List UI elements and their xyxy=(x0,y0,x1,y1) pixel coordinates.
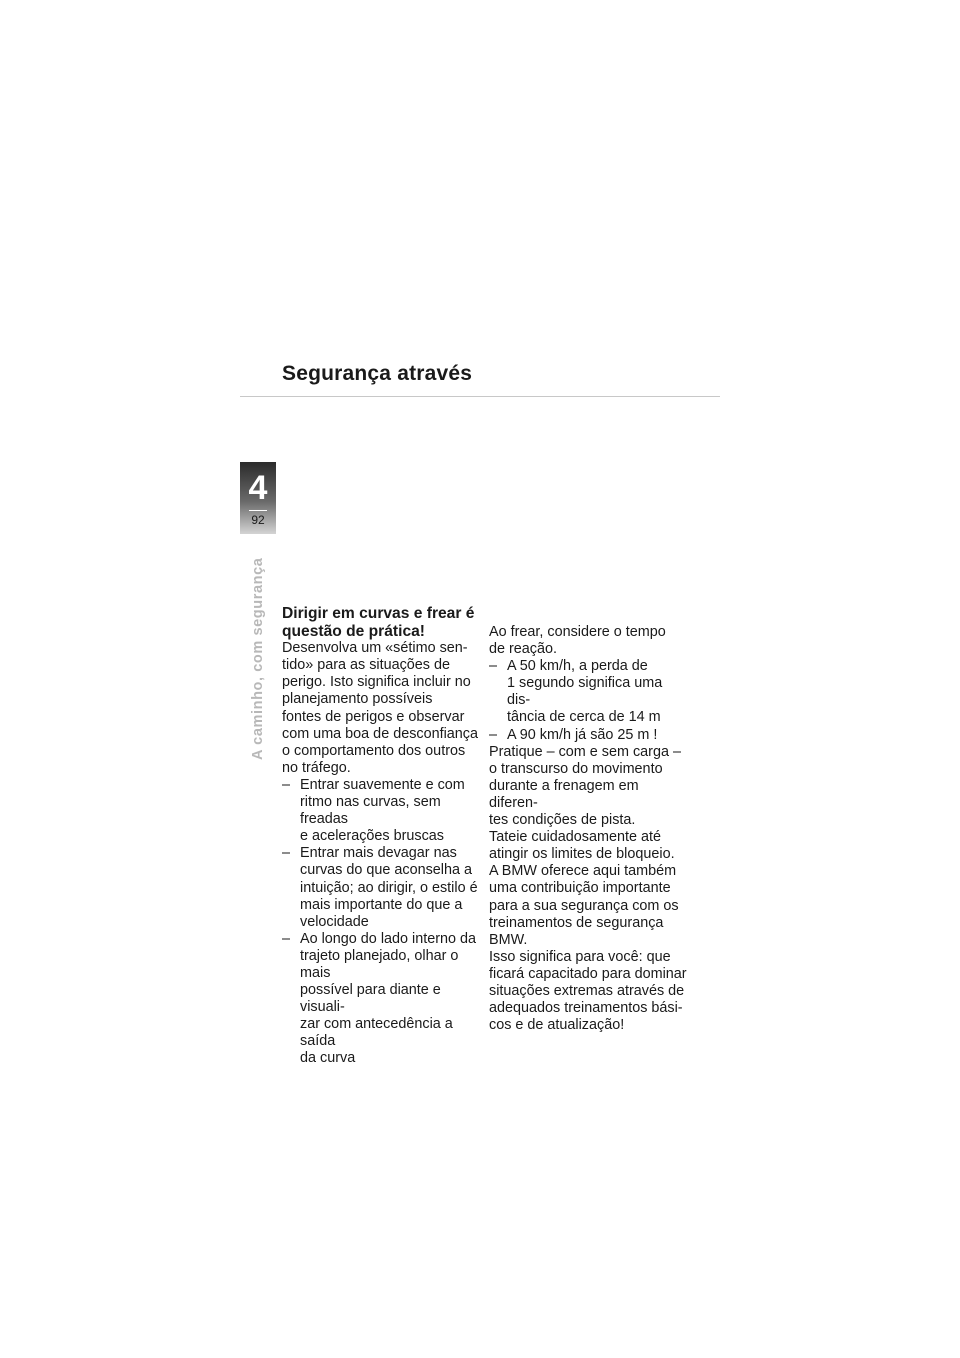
section-heading-line: questão de prática! xyxy=(282,622,425,640)
text-line: o transcurso do movimento xyxy=(489,760,663,777)
section-heading xyxy=(282,605,482,640)
dash-bullet: – xyxy=(489,658,498,675)
text-line: mais importante do que a xyxy=(300,896,463,913)
text-line: zar com antecedência a saída xyxy=(300,1016,453,1050)
text-line: velocidade xyxy=(300,913,369,930)
text-line: Ao frear, considere o tempo xyxy=(489,624,666,640)
header-divider xyxy=(240,396,720,397)
text-line: Tateie cuidadosamente até xyxy=(489,829,662,846)
text-line: o comportamento dos outros xyxy=(282,742,466,759)
text-line: de reação. xyxy=(489,641,558,658)
list-item xyxy=(489,727,689,744)
text-line: A 50 km/h, a perda de xyxy=(507,658,648,675)
list-item xyxy=(282,777,482,845)
text-line: com uma boa de desconfiança xyxy=(282,725,478,742)
chapter-tab-divider xyxy=(249,510,267,511)
text-line: uma contribuição importante xyxy=(489,880,671,897)
text-line: planejamento possíveis xyxy=(282,691,433,708)
text-line: Pratique – com e sem carga – xyxy=(489,743,681,760)
text-line: da curva xyxy=(300,1050,356,1067)
chapter-side-label: A caminho, com segurança xyxy=(250,557,266,760)
text-line: situações extremas através de xyxy=(489,982,685,999)
text-line: tância de cerca de 14 m xyxy=(507,709,661,726)
text-line: 1 segundo significa uma dis- xyxy=(507,675,663,709)
text-line: e acelerações bruscas xyxy=(300,828,444,845)
text-line: treinamentos de segurança xyxy=(489,914,664,931)
page-number: 92 xyxy=(251,513,265,527)
dash-bullet: – xyxy=(282,930,291,947)
section-heading-line: Dirigir em curvas e frear é xyxy=(282,605,475,622)
text-line: A 90 km/h já são 25 m ! xyxy=(507,726,658,743)
list-item xyxy=(282,931,482,1068)
text-line: para a sua segurança com os xyxy=(489,897,679,914)
text-line: atingir os limites de bloqueio. xyxy=(489,846,675,863)
list-item xyxy=(489,658,689,726)
dash-bullet: – xyxy=(282,845,291,862)
text-line: adequados treinamentos bási- xyxy=(489,1000,683,1017)
text-line: tes condições de pista. xyxy=(489,812,636,829)
text-line: A BMW oferece aqui também xyxy=(489,863,677,880)
text-line: ficará capacitado para dominar xyxy=(489,965,687,982)
text-line: Desenvolva um «sétimo sen- xyxy=(282,640,468,657)
chapter-number: 4 xyxy=(248,469,268,507)
dash-bullet: – xyxy=(489,726,498,743)
text-line: Entrar mais devagar nas xyxy=(300,845,457,862)
text-line: perigo. Isto significa incluir no xyxy=(282,674,471,691)
text-line: no tráfego. xyxy=(282,759,351,776)
text-line: cos e de atualização! xyxy=(489,1017,625,1034)
text-line: trajeto planejado, olhar o mais xyxy=(300,947,459,981)
left-text-column xyxy=(282,605,482,1068)
text-line: Ao longo do lado interno da xyxy=(300,930,477,947)
text-line: tido» para as situações de xyxy=(282,657,451,674)
chapter-tab xyxy=(240,462,276,534)
text-line: fontes de perigos e observar xyxy=(282,708,465,725)
text-line: BMW. xyxy=(489,931,528,948)
body-paragraph xyxy=(489,744,689,1035)
text-line: possível para diante e visuali- xyxy=(300,982,441,1016)
text-line: intuição; ao dirigir, o estilo é xyxy=(300,879,478,896)
list-item xyxy=(282,845,482,930)
intro-paragraph xyxy=(282,640,482,777)
intro-paragraph xyxy=(489,624,689,658)
text-line: ritmo nas curvas, sem freadas xyxy=(300,794,441,828)
text-line: Isso significa para você: que xyxy=(489,948,671,965)
text-line: Entrar suavemente e com xyxy=(300,776,465,793)
dash-bullet: – xyxy=(282,776,291,793)
text-line: curvas do que aconselha a xyxy=(300,862,473,879)
page-header-title: Segurança através xyxy=(282,362,473,385)
right-text-column xyxy=(489,624,689,1034)
text-line: durante a frenagem em diferen- xyxy=(489,777,639,811)
